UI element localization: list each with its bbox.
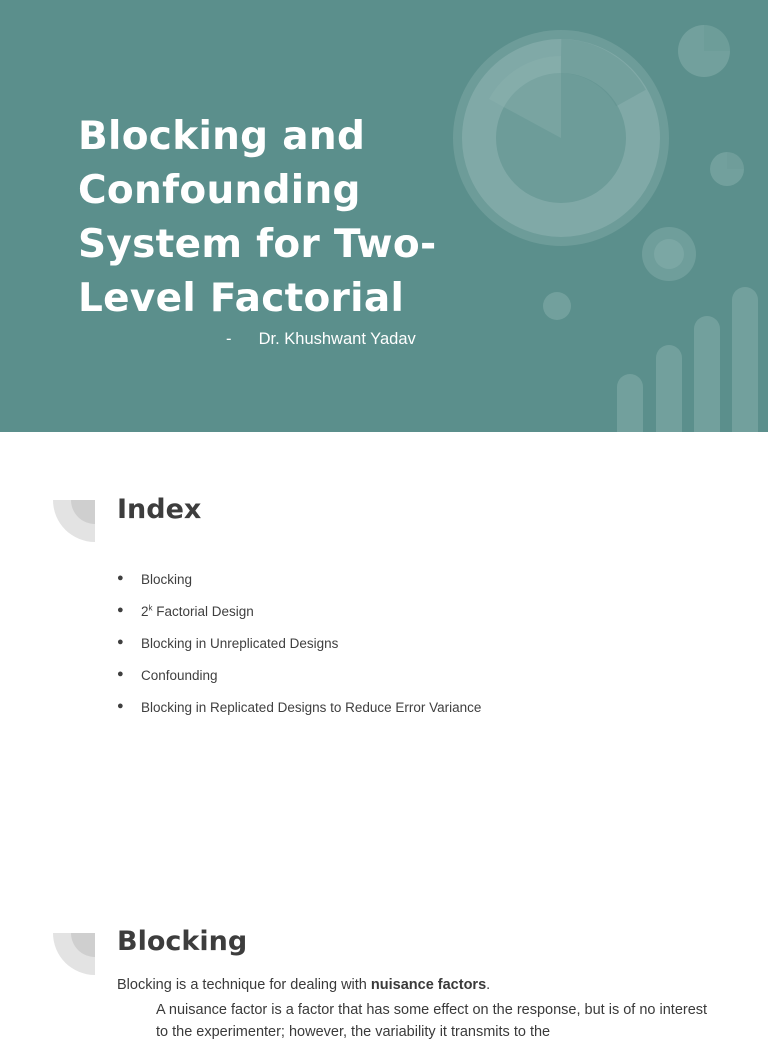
bullet-icon: ● bbox=[117, 572, 124, 584]
list-item: ● 2$^k$ Factorial Design bbox=[117, 603, 254, 619]
author-dash: - bbox=[226, 330, 232, 348]
bullet-icon: ● bbox=[117, 636, 124, 648]
author-line bbox=[226, 330, 416, 349]
blocking-heading: Blocking bbox=[117, 926, 248, 957]
index-heading: Index bbox=[117, 494, 202, 525]
blocking-intro: Blocking is a technique for dealing with nuisance factors. bbox=[117, 977, 491, 993]
donut-chart-icon bbox=[453, 30, 669, 246]
pie-chart-icon bbox=[710, 152, 744, 186]
bullet-icon: ● bbox=[117, 668, 124, 680]
index-slide bbox=[0, 432, 768, 912]
pie-chart-icon bbox=[678, 25, 730, 77]
pie-chart-icon bbox=[543, 292, 571, 320]
bullet-icon: ● bbox=[117, 700, 124, 712]
bullet-icon: ● bbox=[117, 604, 124, 616]
quarter-circle-icon bbox=[53, 500, 95, 542]
nuisance-factors-term: nuisance factors bbox=[370, 977, 487, 993]
list-item: ● Blocking in Unreplicated Designs bbox=[117, 636, 339, 651]
blocking-slide bbox=[0, 912, 768, 1040]
nuisance-factor-definition: A nuisance factor is a factor that has some effect on the response, but is of no interest to the experimenter; however, the variability it transmits to the bbox=[156, 1002, 708, 1040]
list-item: ● Blocking bbox=[117, 572, 193, 587]
list-item: ● Blocking in Replicated Designs to Reduce Error Variance bbox=[117, 700, 482, 715]
presentation-title: Blocking and Confounding System for Two-Level Factorial bbox=[78, 114, 437, 321]
quarter-circle-icon bbox=[53, 933, 95, 975]
title-slide bbox=[0, 0, 768, 432]
pie-chart-icon bbox=[642, 227, 696, 281]
list-item: ● Confounding bbox=[117, 668, 218, 683]
author-name: Dr. Khushwant Yadav bbox=[258, 330, 416, 348]
index-list bbox=[117, 572, 481, 732]
